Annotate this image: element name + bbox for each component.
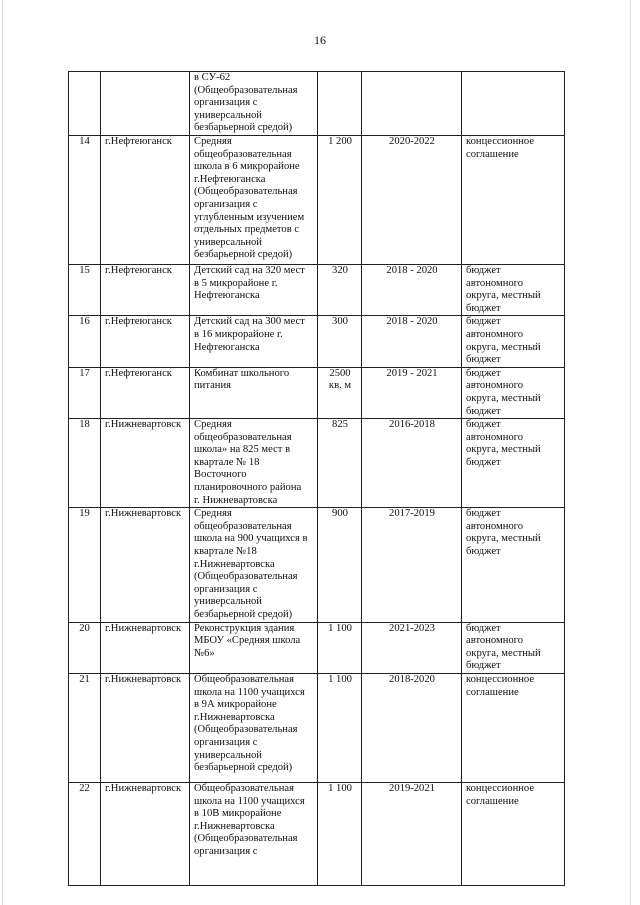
city-cell: г.Нижневартовск bbox=[101, 782, 190, 885]
funding-source-cell-line: соглашение bbox=[466, 148, 519, 160]
table-body bbox=[69, 72, 565, 886]
table-row bbox=[69, 419, 565, 508]
row-number-cell: 20 bbox=[69, 622, 101, 673]
object-name-cell-line: в 16 микрорайоне г. bbox=[194, 328, 283, 340]
object-name-cell-line: Общеобразовательная bbox=[194, 673, 294, 685]
object-name-cell-line: школа на 1100 учащихся bbox=[194, 795, 305, 807]
object-name-cell-line: безбарьерной средой) bbox=[194, 122, 293, 134]
funding-source-cell-line: бюджет bbox=[466, 419, 501, 431]
object-name-cell-line: Нефтеюганска bbox=[194, 290, 260, 302]
funding-source-cell-line: бюджет bbox=[466, 302, 501, 314]
city-cell: г.Нефтеюганск bbox=[101, 316, 190, 367]
city-cell bbox=[101, 72, 190, 136]
funding-source-cell-line: бюджет bbox=[466, 660, 501, 672]
object-name-cell-line: школа» на 825 мест в bbox=[194, 444, 291, 456]
table-row bbox=[69, 72, 565, 136]
capacity-cell bbox=[318, 622, 362, 673]
object-name-cell-line: универсальной bbox=[194, 596, 262, 608]
page-number: 16 bbox=[314, 33, 326, 47]
object-name-cell-line: организация с bbox=[194, 198, 258, 210]
city-cell: г.Нефтеюганск bbox=[101, 135, 190, 264]
funding-source-cell-line: округа, местный bbox=[466, 392, 541, 404]
city-cell: г.Нижневартовск bbox=[101, 419, 190, 508]
object-name-cell-line: углубленным изучением bbox=[194, 211, 305, 223]
years-cell: 2020-2022 bbox=[362, 135, 462, 264]
funding-source-cell-line: автономного bbox=[466, 277, 524, 289]
row-number-cell: 22 bbox=[69, 782, 101, 885]
years-cell bbox=[362, 72, 462, 136]
funding-source-cell-line: соглашение bbox=[466, 795, 519, 807]
years-cell: 2019 - 2021 bbox=[362, 367, 462, 418]
object-name-cell bbox=[190, 367, 318, 418]
object-name-cell-line: Общеобразовательная bbox=[194, 782, 294, 794]
object-name-cell bbox=[190, 135, 318, 264]
capacity-cell bbox=[318, 419, 362, 508]
object-name-cell bbox=[190, 673, 318, 782]
funding-source-cell-line: автономного bbox=[466, 635, 524, 647]
object-name-cell-line: организация с bbox=[194, 736, 258, 748]
object-name-cell-line: Детский сад на 300 мест bbox=[194, 316, 305, 328]
object-name-cell-line: школа в 6 микрорайоне bbox=[194, 161, 300, 173]
capacity-cell bbox=[318, 72, 362, 136]
row-number-cell: 14 bbox=[69, 135, 101, 264]
capacity-cell-line: 1 100 bbox=[328, 622, 352, 634]
funding-source-cell-line: бюджет bbox=[466, 367, 501, 379]
row-number-cell: 21 bbox=[69, 673, 101, 782]
funding-source-cell bbox=[462, 72, 565, 136]
funding-source-cell-line: автономного bbox=[466, 431, 524, 443]
funding-source-cell-line: соглашение bbox=[466, 686, 519, 698]
object-name-cell-line: г. Нижневартовска bbox=[194, 494, 278, 506]
object-name-cell-line: (Общеобразовательная bbox=[194, 724, 298, 736]
object-name-cell-line: отдельных предметов с bbox=[194, 224, 300, 236]
table-row bbox=[69, 316, 565, 367]
funding-source-cell-line: концессионное bbox=[466, 135, 535, 147]
object-name-cell bbox=[190, 264, 318, 315]
object-name-cell-line: Детский сад на 320 мест bbox=[194, 264, 305, 276]
row-number-cell: 16 bbox=[69, 316, 101, 367]
object-name-cell-line: (Общеобразовательная bbox=[194, 186, 298, 198]
object-name-cell bbox=[190, 782, 318, 885]
funding-source-cell bbox=[462, 782, 565, 885]
object-name-cell-line: Реконструкция здания bbox=[194, 622, 295, 634]
row-number-cell: 17 bbox=[69, 367, 101, 418]
object-name-cell-line: (Общеобразовательная bbox=[194, 571, 298, 583]
object-name-cell-line: (Общеобразовательная bbox=[194, 833, 298, 845]
funding-source-cell bbox=[462, 419, 565, 508]
funding-source-cell-line: бюджет bbox=[466, 456, 501, 468]
capacity-cell-line: 1 200 bbox=[328, 135, 352, 147]
object-name-cell bbox=[190, 72, 318, 136]
capacity-cell-line: 1 100 bbox=[328, 673, 352, 685]
funding-source-cell bbox=[462, 367, 565, 418]
funding-source-cell bbox=[462, 316, 565, 367]
table-row bbox=[69, 135, 565, 264]
funding-source-cell-line: бюджет bbox=[466, 622, 501, 634]
scan-edge-left bbox=[2, 0, 3, 905]
capacity-cell-line: кв. м bbox=[328, 380, 352, 392]
object-name-cell-line: универсальной bbox=[194, 109, 262, 121]
funding-source-cell-line: округа, местный bbox=[466, 533, 541, 545]
object-name-cell-line: Восточного bbox=[194, 469, 247, 481]
table-row bbox=[69, 673, 565, 782]
objects-table bbox=[68, 71, 565, 886]
capacity-cell-line: 320 bbox=[332, 264, 348, 276]
object-name-cell-line: безбарьерной средой) bbox=[194, 609, 293, 620]
funding-source-cell-line: автономного bbox=[466, 328, 524, 340]
object-name-cell-line: в 10В микрорайоне bbox=[194, 808, 282, 820]
capacity-cell bbox=[318, 135, 362, 264]
object-name-cell-line: №6» bbox=[194, 647, 215, 659]
row-number-cell: 15 bbox=[69, 264, 101, 315]
city-cell: г.Нижневартовск bbox=[101, 508, 190, 622]
funding-source-cell-line: бюджет bbox=[466, 546, 501, 558]
object-name-cell-line: г.Нижневартовска bbox=[194, 820, 275, 832]
object-name-cell-line: в 9А микрорайоне bbox=[194, 699, 277, 711]
years-cell: 2019-2021 bbox=[362, 782, 462, 885]
table-row bbox=[69, 264, 565, 315]
funding-source-cell bbox=[462, 264, 565, 315]
funding-source-cell-line: бюджет bbox=[466, 508, 501, 520]
funding-source-cell-line: бюджет bbox=[466, 316, 501, 328]
object-name-cell-line: планировочного района bbox=[194, 482, 302, 494]
object-name-cell-line: в 5 микрорайоне г. bbox=[194, 277, 278, 289]
capacity-cell-line: 2500 bbox=[329, 367, 351, 379]
object-name-cell bbox=[190, 508, 318, 622]
funding-source-cell-line: бюджет bbox=[466, 264, 501, 276]
row-number-cell: 19 bbox=[69, 508, 101, 622]
object-name-cell-line: г.Нижневартовска bbox=[194, 711, 275, 723]
object-name-cell-line: г.Нефтеюганска bbox=[194, 173, 266, 185]
object-name-cell-line: общеобразовательная bbox=[194, 431, 292, 443]
object-name-cell-line: школа на 1100 учащихся bbox=[194, 686, 305, 698]
object-name-cell-line: организация с bbox=[194, 97, 258, 109]
city-cell: г.Нефтеюганск bbox=[101, 264, 190, 315]
capacity-cell bbox=[318, 508, 362, 622]
object-name-cell-line: универсальной bbox=[194, 749, 262, 761]
capacity-cell bbox=[318, 264, 362, 315]
capacity-cell-line: 300 bbox=[332, 316, 348, 328]
object-name-cell-line: общеобразовательная bbox=[194, 520, 292, 532]
object-name-cell-line: в СУ-62 bbox=[194, 72, 231, 83]
years-cell: 2017-2019 bbox=[362, 508, 462, 622]
object-name-cell bbox=[190, 622, 318, 673]
object-name-cell bbox=[190, 316, 318, 367]
funding-source-cell bbox=[462, 135, 565, 264]
city-cell: г.Нижневартовск bbox=[101, 622, 190, 673]
object-name-cell-line: безбарьерной средой) bbox=[194, 249, 293, 261]
funding-source-cell bbox=[462, 508, 565, 622]
capacity-cell bbox=[318, 367, 362, 418]
object-name-cell-line: Комбинат школьного bbox=[194, 367, 290, 379]
object-name-cell-line: (Общеобразовательная bbox=[194, 84, 298, 96]
funding-source-cell-line: округа, местный bbox=[466, 647, 541, 659]
object-name-cell-line: безбарьерной средой) bbox=[194, 762, 293, 774]
years-cell: 2018 - 2020 bbox=[362, 316, 462, 367]
funding-source-cell-line: бюджет bbox=[466, 405, 501, 417]
capacity-cell-line: 900 bbox=[332, 508, 348, 520]
capacity-cell-line: 1 100 bbox=[328, 782, 352, 794]
funding-source-cell-line: автономного bbox=[466, 380, 524, 392]
funding-source-cell-line: округа, местный bbox=[466, 290, 541, 302]
funding-source-cell-line: концессионное bbox=[466, 673, 535, 685]
object-name-cell-line: универсальной bbox=[194, 236, 262, 248]
city-cell: г.Нижневартовск bbox=[101, 673, 190, 782]
years-cell: 2016-2018 bbox=[362, 419, 462, 508]
table-row bbox=[69, 367, 565, 418]
object-name-cell-line: г.Нижневартовска bbox=[194, 558, 275, 570]
capacity-cell bbox=[318, 782, 362, 885]
scan-edge-right bbox=[630, 0, 631, 905]
object-name-cell-line: школа на 900 учащихся в bbox=[194, 533, 308, 545]
capacity-cell bbox=[318, 316, 362, 367]
funding-source-cell-line: бюджет bbox=[466, 354, 501, 366]
object-name-cell-line: квартале № 18 bbox=[194, 456, 260, 468]
years-cell: 2018-2020 bbox=[362, 673, 462, 782]
object-name-cell-line: квартале №18 bbox=[194, 546, 257, 558]
table-row bbox=[69, 622, 565, 673]
object-name-cell-line: организация с bbox=[194, 583, 258, 595]
object-name-cell-line: Средняя bbox=[194, 508, 232, 520]
years-cell: 2018 - 2020 bbox=[362, 264, 462, 315]
object-name-cell-line: Нефтеюганска bbox=[194, 341, 260, 353]
table-row bbox=[69, 782, 565, 885]
funding-source-cell-line: концессионное bbox=[466, 782, 535, 794]
row-number-cell: 18 bbox=[69, 419, 101, 508]
object-name-cell bbox=[190, 419, 318, 508]
funding-source-cell-line: округа, местный bbox=[466, 444, 541, 456]
object-name-cell-line: Средняя bbox=[194, 419, 232, 431]
object-name-cell-line: питания bbox=[194, 380, 232, 392]
years-cell: 2021-2023 bbox=[362, 622, 462, 673]
object-name-cell-line: МБОУ «Средняя школа bbox=[194, 635, 301, 647]
funding-source-cell-line: автономного bbox=[466, 520, 524, 532]
city-cell: г.Нефтеюганск bbox=[101, 367, 190, 418]
funding-source-cell bbox=[462, 673, 565, 782]
capacity-cell-line: 825 bbox=[332, 419, 348, 431]
table-row bbox=[69, 508, 565, 622]
object-name-cell-line: организация с bbox=[194, 845, 258, 857]
funding-source-cell bbox=[462, 622, 565, 673]
funding-source-cell-line: округа, местный bbox=[466, 341, 541, 353]
row-number-cell bbox=[69, 72, 101, 136]
object-name-cell-line: Средняя bbox=[194, 135, 232, 147]
capacity-cell bbox=[318, 673, 362, 782]
object-name-cell-line: общеобразовательная bbox=[194, 148, 292, 160]
